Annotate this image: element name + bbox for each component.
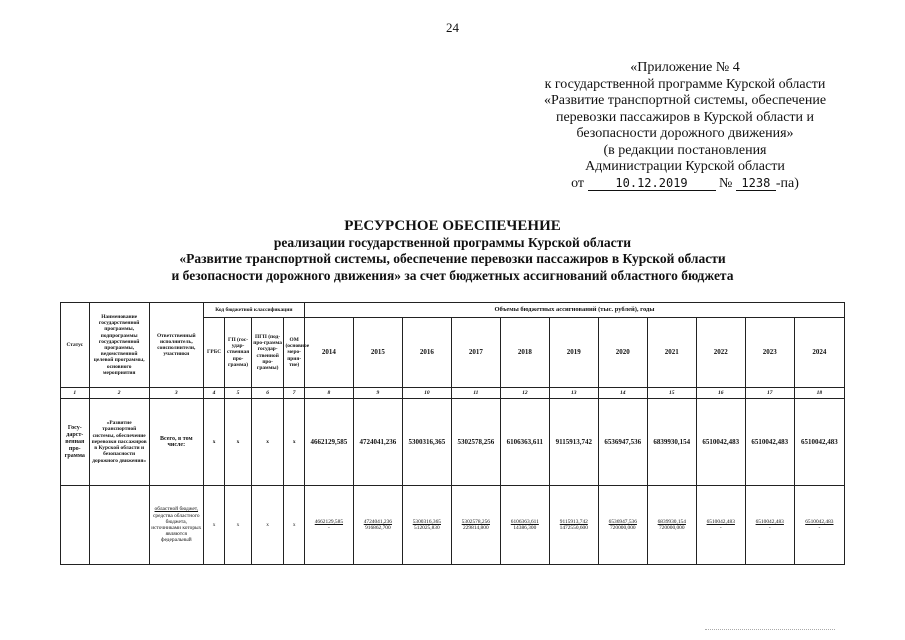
value-federal: 720000,000 (609, 525, 636, 531)
header-pgp: ПГП (под-про-грамма государ-ственной про-граммы) (251, 318, 284, 388)
header-gp: ГП (гос-удар-ственная про-грамма) (225, 318, 252, 388)
row-value: 6536947,536 (598, 399, 647, 486)
column-index: 15 (647, 388, 696, 399)
title-line: «Развитие транспортной системы, обеспечение перевозки пассажиров в Курской области (179, 251, 726, 266)
appendix-line: (в редакции постановления (603, 142, 767, 158)
row-value (745, 486, 794, 565)
row-code: х (251, 399, 284, 486)
column-index: 8 (304, 388, 353, 399)
column-index: 9 (353, 388, 402, 399)
header-status: Статус (61, 303, 90, 388)
value-total: 4662129,585 (314, 518, 344, 525)
decree-date: 10.12.2019 (588, 177, 716, 191)
value-total: 9115913,742 (559, 518, 588, 525)
row-program-name: «Развитие транспортной системы, обеспечение перевозки пассажиров в Курской области и безопасности дорожного движения» (89, 399, 149, 486)
year-header: 2018 (500, 318, 549, 388)
page-number: 24 (446, 20, 459, 35)
column-index: 2 (89, 388, 149, 399)
row-value: 4724041,236 (353, 399, 402, 486)
value-federal: 14386,300 (513, 525, 537, 531)
column-index: 3 (149, 388, 203, 399)
row-value (696, 486, 745, 565)
value-federal: 720000,000 (658, 525, 685, 531)
from-label: от (571, 175, 585, 191)
row-code: х (203, 486, 224, 565)
value-federal: 916862,700 (365, 525, 391, 531)
year-header: 2015 (353, 318, 402, 388)
title-line: реализации государственной программы Курской области (273, 234, 632, 250)
row-code: х (225, 486, 252, 565)
column-index: 6 (251, 388, 284, 399)
header-volumes: Объемы бюджетных ассигнований (тыс. рублей), годы (304, 303, 844, 318)
value-total: 5300316,365 (412, 518, 441, 525)
row-executor: Всего, в том числе: (149, 399, 203, 486)
value-total: 6106363,611 (510, 518, 539, 525)
appendix-line: Администрации Курской области (585, 159, 785, 174)
value-total: 6839930,154 (657, 518, 686, 525)
executor-link[interactable]: областной бюджет, (154, 506, 199, 513)
row-status (61, 486, 90, 565)
row-value (598, 486, 647, 565)
value-federal: - (327, 525, 330, 531)
row-code: х (225, 399, 252, 486)
column-index: 17 (745, 388, 794, 399)
row-value: 6839930,154 (647, 399, 696, 486)
decree-reference (470, 176, 900, 193)
resource-table (60, 302, 845, 565)
column-index: 1 (61, 388, 90, 399)
row-value: 6510042,483 (696, 399, 745, 486)
row-code: х (251, 486, 284, 565)
row-value: 5302578,256 (451, 399, 500, 486)
row-status: Госу-дарст-венная про-грамма (61, 399, 90, 486)
row-value (402, 486, 451, 565)
year-header: 2017 (451, 318, 500, 388)
value-federal: - (818, 525, 821, 531)
value-total: 5302578,256 (461, 518, 490, 525)
footer-divider (705, 629, 835, 630)
row-value: 4662129,585 (304, 399, 353, 486)
header-budget-codes: Код бюджетной классификации (203, 303, 304, 318)
row-value (549, 486, 598, 565)
row-value (451, 486, 500, 565)
value-federal: - (719, 525, 722, 531)
year-header: 2019 (549, 318, 598, 388)
appendix-line: перевозки пассажиров в Курской области и (555, 109, 815, 125)
column-index: 16 (696, 388, 745, 399)
value-federal: - (768, 525, 771, 531)
header-om: ОМ (основное меро-прия-тие) (284, 318, 304, 388)
year-header: 2016 (402, 318, 451, 388)
value-federal: 1472550,600 (559, 525, 588, 531)
value-total: 4724041,236 (363, 518, 393, 525)
row-executor (149, 486, 203, 565)
year-header: 2021 (647, 318, 696, 388)
header-name: Наименование государственной программы, подпрограммы государственной программы, ведомственной целевой программы, основного мероприятия (89, 303, 149, 388)
column-index: 14 (598, 388, 647, 399)
value-federal: 512025,830 (414, 525, 440, 531)
column-index: 5 (225, 388, 252, 399)
document-title (0, 218, 905, 284)
decree-suffix: -па) (775, 175, 799, 191)
title-line: РЕСУРСНОЕ ОБЕСПЕЧЕНИЕ (344, 218, 561, 234)
row-code: х (284, 486, 304, 565)
value-total: 6510042,483 (706, 518, 735, 525)
row-value: 5300316,365 (402, 399, 451, 486)
year-header: 2024 (794, 318, 844, 388)
column-index: 13 (549, 388, 598, 399)
number-label: № (719, 175, 733, 191)
header-grbs: ГРБС (203, 318, 224, 388)
row-value (794, 486, 844, 565)
value-total: 6510042,483 (755, 518, 784, 525)
table-row (61, 486, 845, 565)
year-header: 2014 (304, 318, 353, 388)
title-line: и безопасности дорожного движения» за счет бюджетных ассигнований областного бюджета (171, 267, 734, 283)
row-program-name (89, 486, 149, 565)
appendix-line: «Приложение № 4 (630, 60, 740, 75)
appendix-block (470, 60, 900, 192)
row-value (304, 486, 353, 565)
value-total: 6536947,536 (608, 518, 637, 525)
row-code: х (203, 399, 224, 486)
row-value: 9115913,742 (549, 399, 598, 486)
row-value: 6510042,483 (745, 399, 794, 486)
appendix-line: безопасности дорожного движения» (576, 126, 794, 141)
row-value: 6510042,483 (794, 399, 844, 486)
executor-text: средства областного бюджета, источниками которых являются федеральный (151, 512, 202, 544)
row-value (353, 486, 402, 565)
year-header: 2020 (598, 318, 647, 388)
column-index: 10 (402, 388, 451, 399)
value-total: 6510042,483 (805, 518, 834, 525)
column-index: 18 (794, 388, 844, 399)
column-index: 4 (203, 388, 224, 399)
row-value (647, 486, 696, 565)
value-federal: 229814,800 (463, 525, 489, 531)
year-header: 2022 (696, 318, 745, 388)
row-code: х (284, 399, 304, 486)
row-value: 6106363,611 (500, 399, 549, 486)
appendix-line: «Развитие транспортной системы, обеспечение (543, 93, 827, 108)
year-header: 2023 (745, 318, 794, 388)
appendix-line: к государственной программе Курской области (544, 76, 826, 92)
column-index: 11 (451, 388, 500, 399)
column-index: 7 (284, 388, 304, 399)
column-index: 12 (500, 388, 549, 399)
decree-number: 1238 (736, 177, 776, 191)
header-executor: Ответственный исполнитель, соисполнители, участники (149, 303, 203, 388)
table-row (61, 399, 845, 486)
row-value (500, 486, 549, 565)
